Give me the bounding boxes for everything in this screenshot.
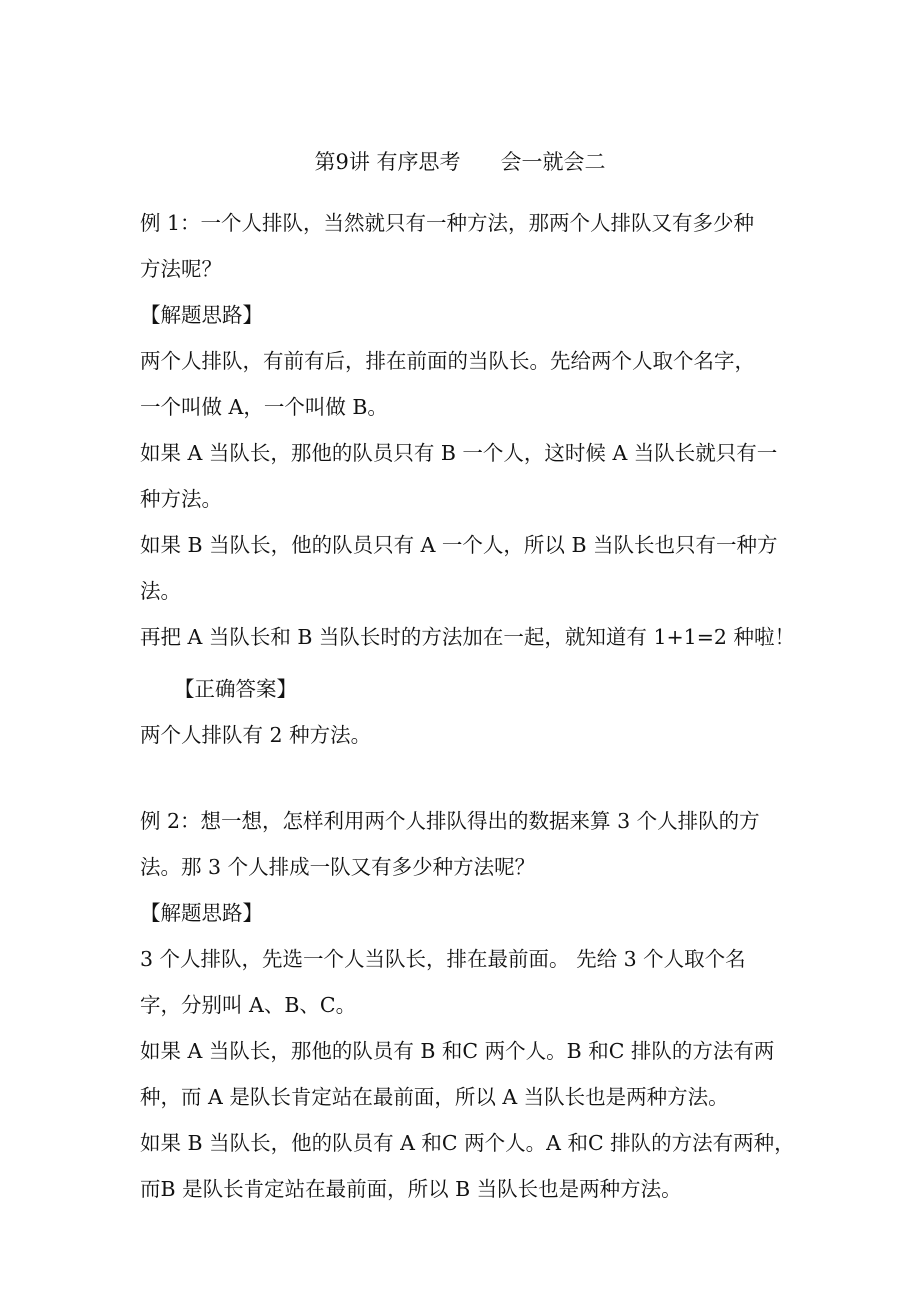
example-2-solution-line-4: 种，而 A 是队长肯定站在最前面，所以 A 当队长也是两种方法。 (140, 1085, 729, 1109)
example-1-solution-heading: 【解题思路】 (140, 303, 263, 327)
example-2-question-line-2: 法。那 3 个人排成一队又有多少种方法呢？ (140, 855, 536, 879)
example-1-solution-line-2: 一个叫做 A，一个叫做 B。 (140, 395, 388, 419)
example-1-solution-line-4: 种方法。 (140, 487, 222, 511)
example-1-solution-line-1: 两个人排队，有前有后，排在前面的当队长。先给两个人取个名字， (140, 349, 755, 373)
spacer (140, 758, 790, 798)
example-1-solution-line-6: 法。 (140, 579, 181, 603)
example-2-solution-line-1: 3 个人排队，先选一个人当队长，排在最前面。 先给 3 个人取个名 (140, 947, 746, 971)
example-2-solution-line-5: 如果 B 当队长，他的队员有 A 和C 两个人。A 和C 排队的方法有两种， (140, 1131, 795, 1155)
page-title: 第9讲 有序思考 会一就会二 (314, 150, 606, 174)
document-body (140, 200, 795, 1212)
example-2-solution-line-2: 字，分别叫 A、B、C。 (140, 993, 357, 1017)
example-1-solution-line-5: 如果 B 当队长，他的队员只有 A 一个人，所以 B 当队长也只有一种方 (140, 533, 778, 557)
example-2-solution-heading: 【解题思路】 (140, 901, 263, 925)
example-2-question-line-1: 例 2：想一想，怎样利用两个人排队得出的数据来算 3 个人排队的方 (140, 809, 760, 833)
example-2-solution-line-6: 而B 是队长肯定站在最前面，所以 B 当队长也是两种方法。 (140, 1177, 682, 1201)
example-1-question-line-1: 例 1：一个人排队，当然就只有一种方法，那两个人排队又有多少种 (140, 211, 755, 235)
example-1-solution-line-3: 如果 A 当队长，那他的队员只有 B 一个人，这时候 A 当队长就只有一 (140, 441, 778, 465)
example-1-answer-line: 两个人排队有 2 种方法。 (140, 723, 372, 747)
example-1-solution-line-7: 再把 A 当队长和 B 当队长时的方法加在一起，就知道有 1+1=2 种啦！ (140, 625, 795, 649)
example-1-question-line-2: 方法呢？ (140, 257, 222, 281)
example-2-solution-line-3: 如果 A 当队长，那他的队员有 B 和C 两个人。B 和C 排队的方法有两 (140, 1039, 775, 1063)
example-1-answer-heading: 【正确答案】 (174, 677, 297, 701)
